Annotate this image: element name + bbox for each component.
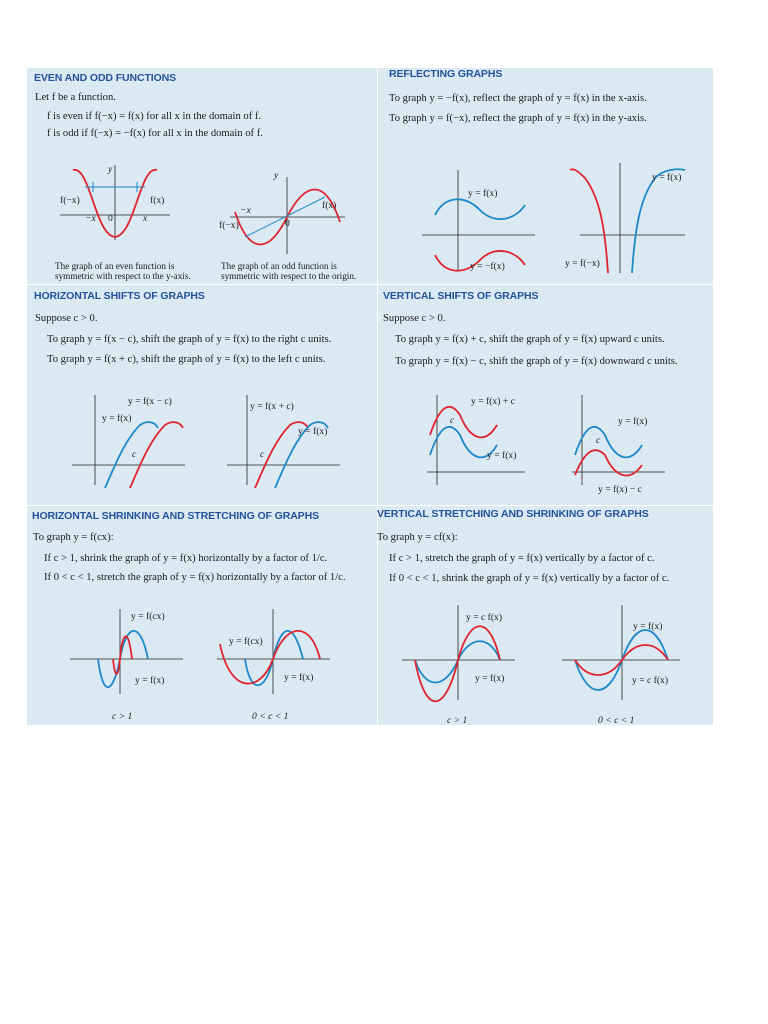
even-zero-label: 0	[108, 213, 113, 224]
shift-down-yfxmc-label: y = f(x) − c	[598, 484, 642, 495]
vshrink-ycfx-label: y = c f(x)	[632, 675, 669, 686]
reflect-yfx-label-2: y = f(x)	[652, 172, 682, 183]
hshrink-c-label: c > 1	[112, 711, 133, 722]
row-divider-2	[27, 505, 713, 506]
vertical-shifts-line-3: To graph y = f(x) − c, shift the graph of y = f(x) downward c units.	[395, 356, 678, 367]
vstretch-yfx-label: y = f(x)	[475, 673, 505, 684]
reflect-x-axis-graph	[420, 165, 540, 275]
odd-negx-label: −x	[240, 205, 251, 216]
vertical-shifts-line-1: Suppose c > 0.	[383, 313, 446, 324]
column-divider	[377, 68, 378, 725]
shift-down-c-label: c	[596, 435, 601, 446]
hshrink-graph	[68, 604, 188, 694]
even-negx-label: −x	[85, 213, 96, 224]
odd-caption-2: symmetric with respect to the origin.	[221, 271, 357, 281]
odd-zero-label: 0	[285, 218, 290, 229]
hstretch-yfcx-label: y = f(cx)	[229, 636, 263, 647]
shift-up-yfxpc-label: y = f(x) + c	[471, 396, 515, 407]
even-caption-2: symmetric with respect to the y-axis.	[55, 271, 191, 281]
row-divider-1	[27, 284, 713, 285]
even-odd-line-2: f is even if f(−x) = f(x) for all x in the domain of f.	[47, 111, 262, 122]
vertical-stretch-line-3: If 0 < c < 1, shrink the graph of y = f(x) vertically by a factor of c.	[389, 573, 670, 584]
hshrink-yfcx-label: y = f(cx)	[131, 611, 165, 622]
even-fx-label: f(x)	[150, 195, 165, 206]
shift-up-c-label: c	[450, 415, 455, 426]
odd-caption-1: The graph of an odd function is	[221, 261, 337, 271]
horizontal-stretch-line-1: To graph y = f(cx):	[33, 532, 114, 543]
shift-right-c-label: c	[132, 449, 137, 460]
reflecting-title: REFLECTING GRAPHS	[389, 68, 503, 80]
hstretch-c-label: 0 < c < 1	[252, 711, 289, 722]
vertical-stretch-line-1: To graph y = cf(x):	[377, 532, 458, 543]
hstretch-graph	[215, 604, 335, 694]
horizontal-shifts-line-1: Suppose c > 0.	[35, 313, 98, 324]
shift-right-yfx-label: y = f(x)	[102, 413, 132, 424]
odd-y-axis-label: y	[274, 170, 279, 181]
odd-fx-label: f(x)	[322, 200, 337, 211]
even-odd-line-1: Let f be a function.	[35, 92, 116, 103]
vshrink-graph	[560, 600, 685, 710]
reflecting-line-2: To graph y = f(−x), reflect the graph of y = f(x) in the y-axis.	[389, 113, 647, 124]
shift-right-yfxmc-label: y = f(x − c)	[128, 396, 172, 407]
hstretch-yfx-label: y = f(x)	[284, 672, 314, 683]
horizontal-stretch-title: HORIZONTAL SHRINKING AND STRETCHING OF GRAPHS	[32, 510, 319, 522]
shift-down-graph	[570, 390, 670, 490]
shift-up-yfx-label: y = f(x)	[487, 450, 517, 461]
even-caption-1: The graph of an even function is	[55, 261, 175, 271]
hshrink-yfx-label: y = f(x)	[135, 675, 165, 686]
reflect-yfnegx-label: y = f(−x)	[565, 258, 600, 269]
vshrink-yfx-label: y = f(x)	[633, 621, 663, 632]
reflect-yfx-label-1: y = f(x)	[468, 188, 498, 199]
horizontal-shifts-line-2: To graph y = f(x − c), shift the graph of y = f(x) to the right c units.	[47, 334, 332, 345]
horizontal-shifts-title: HORIZONTAL SHIFTS OF GRAPHS	[34, 290, 205, 302]
vertical-stretch-title: VERTICAL STRETCHING AND SHRINKING OF GRAPHS	[377, 508, 649, 520]
vshrink-c-label: 0 < c < 1	[598, 715, 635, 726]
reflect-ynegfx-label: y = −f(x)	[470, 261, 505, 272]
vstretch-c-label: c > 1	[447, 715, 468, 726]
reflecting-line-1: To graph y = −f(x), reflect the graph of y = f(x) in the x-axis.	[389, 93, 647, 104]
even-fmx-label: f(−x)	[60, 195, 80, 206]
even-x-label: x	[143, 213, 148, 224]
horizontal-stretch-line-3: If 0 < c < 1, stretch the graph of y = f(x) horizontally by a factor of 1/c.	[44, 572, 346, 583]
horizontal-shifts-line-3: To graph y = f(x + c), shift the graph of y = f(x) to the left c units.	[47, 354, 326, 365]
shift-left-c-label: c	[260, 449, 265, 460]
shift-left-yfx-label: y = f(x)	[298, 426, 328, 437]
vertical-shifts-line-2: To graph y = f(x) + c, shift the graph of y = f(x) upward c units.	[395, 334, 665, 345]
even-odd-line-3: f is odd if f(−x) = −f(x) for all x in the domain of f.	[47, 128, 263, 139]
odd-fmx-label: f(−x)	[219, 220, 239, 231]
vstretch-ycfx-label: y = c f(x)	[466, 612, 503, 623]
vertical-stretch-line-2: If c > 1, stretch the graph of y = f(x) vertically by a factor of c.	[389, 553, 655, 564]
vertical-shifts-title: VERTICAL SHIFTS OF GRAPHS	[383, 290, 539, 302]
even-y-axis-label: y	[108, 164, 113, 175]
shift-left-yfxpc-label: y = f(x + c)	[250, 401, 294, 412]
even-odd-title: EVEN AND ODD FUNCTIONS	[34, 72, 177, 84]
horizontal-stretch-line-2: If c > 1, shrink the graph of y = f(x) horizontally by a factor of 1/c.	[44, 553, 328, 564]
shift-down-yfx-label: y = f(x)	[618, 416, 648, 427]
